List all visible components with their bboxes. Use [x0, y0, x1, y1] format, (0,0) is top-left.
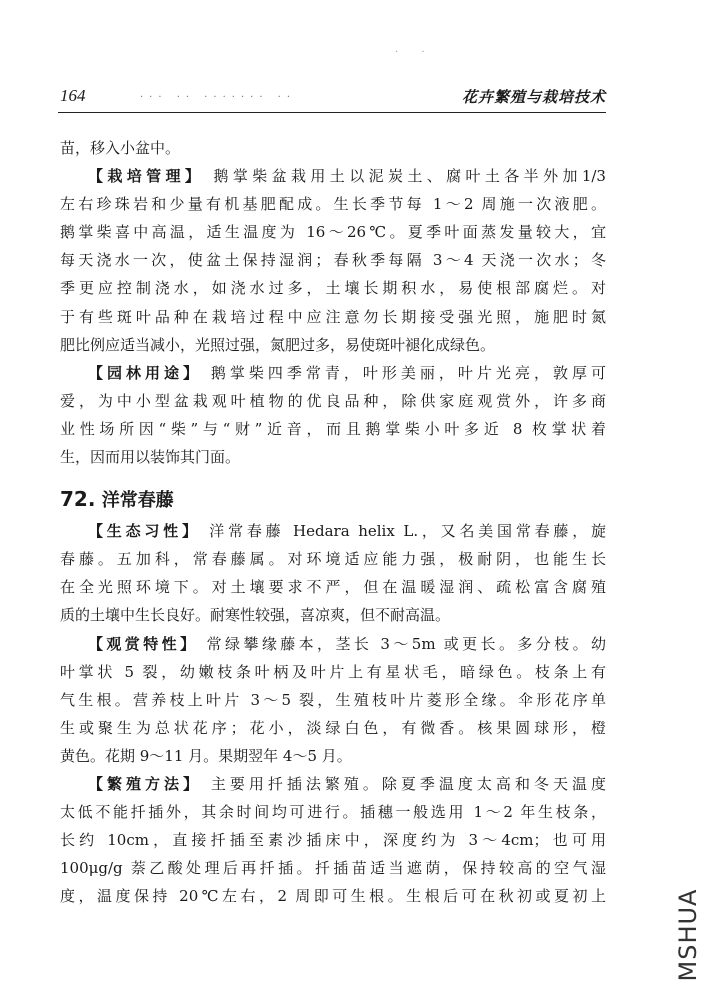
- paragraph-tag: 【生态习性】: [88, 522, 201, 541]
- text-line: 于有些斑叶品种在栽培过程中应注意勿长期接受强光照，施肥时氮: [60, 307, 606, 326]
- text-line: 在全光照环境下。对土壤要求不严，但在温暖湿润、疏松富含腐殖: [60, 578, 606, 597]
- text-line: 长约 10cm，直接扦插至素沙插床中，深度约为 3～4cm；也可用: [60, 831, 606, 850]
- paragraph-tag: 【栽培管理】: [88, 167, 205, 186]
- text-line: 左右珍珠岩和少量有机基肥配成。生长季节每 1～2 周施一次液肥。: [60, 195, 606, 214]
- text-line: 生，因而用以装饰其门面。: [60, 448, 241, 467]
- paragraph-tag: 【繁殖方法】: [88, 774, 203, 793]
- body-text: [60, 134, 606, 910]
- text-line: 生或聚生为总状花序；花小，淡绿白色，有微香。核果圆球形，橙: [60, 718, 606, 737]
- text-line: 质的土壤中生长良好。耐寒性较强，喜凉爽，但不耐高温。: [60, 606, 451, 625]
- scan-mark: . .: [395, 44, 435, 55]
- text-line: 【园林用途】 鹅掌柴四季常青，叶形美丽，叶片光亮，敦厚可: [88, 363, 606, 382]
- text-line: 每天浇水一次，使盆土保持湿润；春秋季每隔 3～4 天浇一次水；冬: [60, 251, 606, 270]
- text-line: 春藤。五加科，常春藤属。对环境适应能力强，极耐阴，也能生长: [60, 550, 606, 569]
- text-line: 【栽培管理】 鹅掌柴盆栽用土以泥炭土、腐叶土各半外加1/3: [88, 167, 606, 186]
- text-line: 气生根。营养枝上叶片 3～5 裂，生殖枝叶片菱形全缘。伞形花序单: [60, 690, 606, 709]
- text-line: 苗，移入小盆中。: [60, 139, 181, 157]
- text-line: 黄色。花期 9～11 月。果期翌年 4～5 月。: [60, 746, 352, 765]
- text-line: 【生态习性】 洋常春藤 Hedara helix L.，又名美国常春藤，旋: [88, 522, 606, 541]
- text-line: 度，温度保持 20℃左右，2 周即可生根。生根后可在秋初或夏初上: [60, 887, 606, 906]
- running-header: [60, 86, 606, 110]
- text-line: 太低不能扦插外，其余时间均可进行。插穗一般选用 1～2 年生枝条，: [60, 803, 606, 822]
- page-number: 164: [60, 86, 86, 105]
- paragraph-tag: 【园林用途】: [88, 363, 203, 382]
- book-title: 花卉繁殖与栽培技术: [461, 88, 606, 106]
- section-heading: [60, 471, 606, 517]
- text-line: 业性场所因“柴”与“财”近音，而且鹅掌柴小叶多近 8 枚掌状着: [60, 419, 606, 438]
- text-line: 季更应控制浇水，如浇水过多，土壤长期积水，易使根部腐烂。对: [60, 279, 606, 298]
- section-number: 72.: [60, 487, 96, 512]
- text-line: 叶掌状 5 裂，幼嫩枝条叶柄及叶片上有星状毛，暗绿色。枝条上有: [60, 662, 606, 681]
- header-dots: ··· ·· ······· ··: [140, 92, 297, 103]
- paragraph-tag: 【观赏特性】: [88, 634, 199, 653]
- text-line: 【观赏特性】 常绿攀缘藤本，茎长 3～5m 或更长。多分枝。幼: [88, 634, 606, 653]
- text-line: 鹅掌柴喜中高温，适生温度为 16～26℃。夏季叶面蒸发量较大，宜: [60, 223, 606, 242]
- text-line: 【繁殖方法】 主要用扦插法繁殖。除夏季温度太高和冬天温度: [88, 774, 606, 793]
- text-line: 爱，为中小型盆栽观叶植物的优良品种，除供家庭观赏外，许多商: [60, 391, 606, 410]
- watermark: MSHUA: [674, 888, 702, 982]
- text-line: 肥比例应适当减小，光照过强，氮肥过多，易使斑叶褪化成绿色。: [60, 335, 496, 354]
- section-title: 洋常春藤: [101, 490, 174, 512]
- text-line: 100μg/g 萘乙酸处理后再扦插。扦插苗适当遮荫，保持较高的空气湿: [60, 859, 606, 878]
- header-rule: [58, 112, 606, 113]
